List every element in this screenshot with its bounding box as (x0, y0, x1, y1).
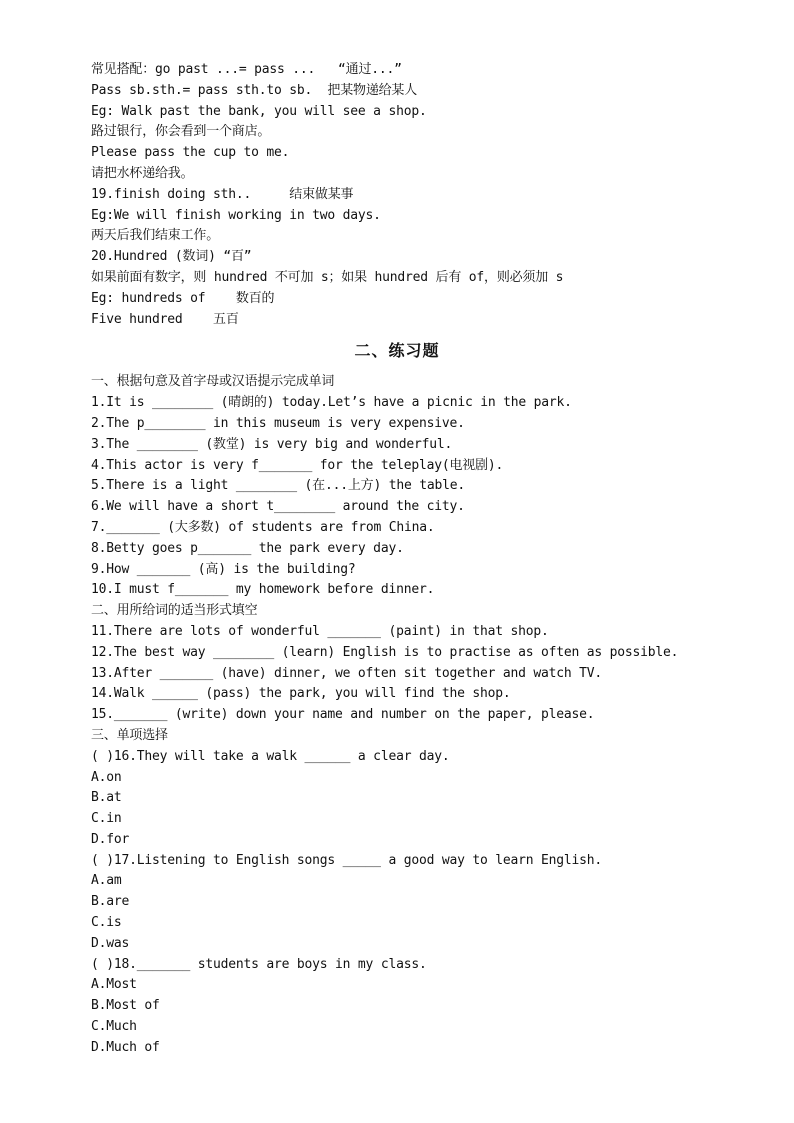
exercise-item: 2.The p________ in this museum is very expensive. (91, 415, 465, 431)
exercise-item: 6.We will have a short t________ around the city. (91, 499, 465, 515)
exercise-item: 7._______ (大多数) of students are from China. (91, 519, 435, 535)
exercise-item: 8.Betty goes p_______ the park every day. (91, 540, 404, 556)
exercise-item: 13.After _______ (have) dinner, we often sit together and watch TV. (91, 665, 602, 681)
question-stem: ( )17.Listening to English songs _____ a good way to learn English. (91, 852, 602, 868)
section-word-forms (91, 601, 731, 726)
option-d: D.Much of (91, 1039, 160, 1055)
exercise-item: 15._______ (write) down your name and number on the paper, please. (91, 707, 595, 723)
option-b: B.at (91, 790, 122, 806)
option-c: C.is (91, 915, 122, 931)
option-a: A.on (91, 769, 122, 785)
section-title: 三、单项选择 (91, 727, 168, 743)
exercise-item: 1.It is ________ (晴朗的) today.Let’s have a picnic in the park. (91, 395, 572, 411)
note-line: Pass sb.sth.= pass sth.to sb. 把某物递给某人 (91, 82, 418, 98)
option-b: B.Most of (91, 998, 160, 1014)
option-b: B.are (91, 894, 130, 910)
option-d: D.was (91, 935, 130, 951)
note-line: Five hundred 五百 (91, 311, 239, 327)
note-line: 19.finish doing sth.. 结束做某事 (91, 186, 354, 202)
exercise-item: 14.Walk ______ (pass) the park, you will find the shop. (91, 686, 511, 702)
note-line: 请把水杯递给我。 (91, 165, 194, 181)
exercise-heading: 二、练习题 (354, 341, 440, 361)
document-page (91, 60, 731, 1059)
note-line: Eg:We will finish working in two days. (91, 207, 381, 223)
section-vocabulary (91, 372, 731, 601)
option-c: C.in (91, 811, 122, 827)
section-multiple-choice (91, 726, 731, 1059)
exercise-item: 11.There are lots of wonderful _______ (paint) in that shop. (91, 623, 549, 639)
section-title: 一、根据句意及首字母或汉语提示完成单词 (91, 374, 335, 390)
note-line: Eg: hundreds of 数百的 (91, 290, 275, 306)
note-line: 常见搭配：go past ...= pass ... “通过...” (91, 62, 402, 77)
option-a: A.am (91, 873, 122, 889)
note-line: Eg: Walk past the bank, you will see a shop. (91, 103, 427, 119)
exercise-item: 9.How _______ (高) is the building? (91, 561, 356, 577)
option-d: D.for (91, 831, 130, 847)
exercise-item: 3.The ________ (教堂) is very big and wonderful. (91, 436, 453, 452)
exercise-item: 5.There is a light ________ (在...上方) the table. (91, 478, 465, 494)
section-title: 二、用所给词的适当形式填空 (91, 603, 258, 619)
option-a: A.Most (91, 977, 137, 993)
note-line: Please pass the cup to me. (91, 145, 290, 161)
exercise-item: 4.This actor is very f_______ for the teleplay(电视剧). (91, 457, 504, 473)
notes-block (91, 60, 731, 330)
note-line: 两天后我们结束工作。 (91, 228, 220, 244)
note-line: 如果前面有数字，则 hundred 不可加 s；如果 hundred 后有 of，则必须加 s (91, 269, 564, 285)
option-c: C.Much (91, 1019, 137, 1035)
question-stem: ( )18._______ students are boys in my class. (91, 956, 427, 972)
note-line: 路过银行，你会看到一个商店。 (91, 124, 271, 140)
exercise-item: 12.The best way ________ (learn) English is to practise as often as possible. (91, 644, 679, 660)
question-stem: ( )16.They will take a walk ______ a clear day. (91, 748, 450, 764)
note-line: 20.Hundred (数词) “百” (91, 249, 252, 265)
exercise-item: 10.I must f_______ my homework before dinner. (91, 582, 435, 598)
